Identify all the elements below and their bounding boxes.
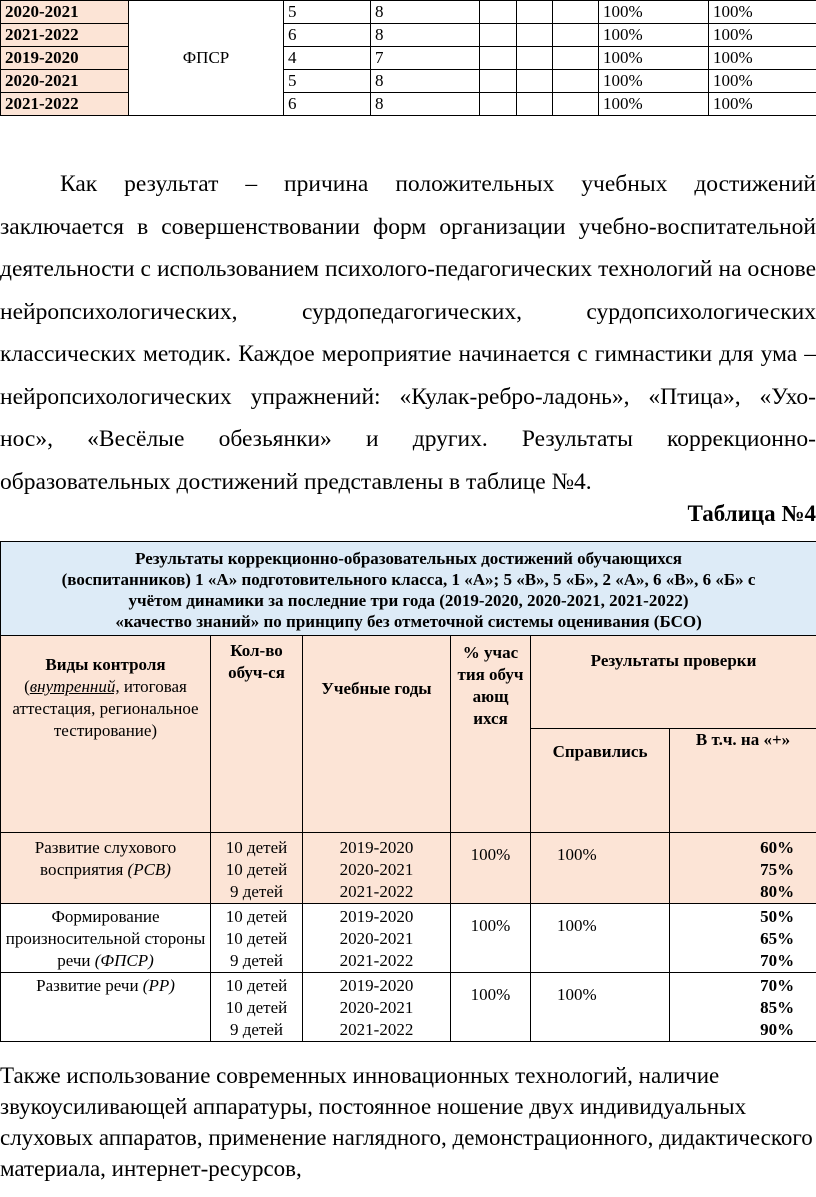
control-abbr: (РР) xyxy=(142,976,175,995)
header-plus: В т.ч. на «+» xyxy=(670,729,816,833)
participation-cell: 100% xyxy=(451,973,531,1042)
empty-cell xyxy=(480,93,517,116)
control-name-text: Развитие слухового восприятия xyxy=(34,838,177,879)
value-cell: 8 xyxy=(371,93,480,116)
year-value: 2020-2021 xyxy=(339,860,414,879)
paragraph-results: Как результат – причина положительных учебных достижений заключается в совершенствовании форм организации учебно-воспитательной деятельности с использованием психолого-педагогических технологий на основе нейропсихологических, сурдопедагогических, сурдопсихологических классических методик. Каждое мероприятие начинается с гимнастики для ума – нейропсихологических упражнений: «Кулак-ребро-ладонь», «Птица», «Ухо-нос», «Весёлые обезьянки» и других. Результаты коррекционно-образовательных достижений представлены в таблице №4. xyxy=(0,171,816,495)
passed-cell: 100% xyxy=(531,833,670,904)
value-cell: 8 xyxy=(371,70,480,93)
table-caption: Таблица №4 xyxy=(687,501,816,526)
count-cell: 5 xyxy=(284,70,371,93)
year-value: 2021-2022 xyxy=(339,882,414,901)
header-results: Результаты проверки xyxy=(531,636,816,729)
plus-cell xyxy=(670,833,816,904)
table-row xyxy=(1,24,816,47)
percent-cell: 100% xyxy=(709,47,816,70)
empty-cell xyxy=(553,70,599,93)
control-name xyxy=(1,973,211,1042)
year-cell: 2021-2022 xyxy=(1,93,129,116)
year-value: 2019-2020 xyxy=(339,838,414,857)
header-years: Учебные годы xyxy=(303,636,451,833)
empty-cell xyxy=(480,47,517,70)
years-cell xyxy=(303,973,451,1042)
header-control-internal: внутренний, xyxy=(29,677,120,696)
header-participation: % учас тия обуч ающ ихся xyxy=(451,636,531,833)
passed-cell: 100% xyxy=(531,904,670,973)
percent-cell: 100% xyxy=(709,1,816,24)
count-value: 10 детей xyxy=(225,860,288,879)
year-value: 2021-2022 xyxy=(339,1020,414,1039)
participation-cell: 100% xyxy=(451,833,531,904)
empty-cell xyxy=(553,1,599,24)
table-row xyxy=(1,70,816,93)
count-cell xyxy=(211,904,303,973)
count-cell xyxy=(211,833,303,904)
percent-cell: 100% xyxy=(709,24,816,47)
group-label: ФПСР xyxy=(129,1,284,116)
passed-cell: 100% xyxy=(531,973,670,1042)
control-name xyxy=(1,904,211,973)
table-row xyxy=(1,1,816,24)
count-value: 9 детей xyxy=(229,1020,284,1039)
empty-cell xyxy=(517,93,553,116)
header-control-open: ( xyxy=(24,677,30,696)
percent-cell: 100% xyxy=(709,93,816,116)
year-cell: 2021-2022 xyxy=(1,24,129,47)
header-passed: Справились xyxy=(531,729,670,833)
plus-value: 75% xyxy=(760,860,795,879)
empty-cell xyxy=(517,70,553,93)
table-row xyxy=(1,47,816,70)
paragraph-technologies: Также использование современных инновационных технологий, наличие звукоусиливающей аппаратуры, постоянное ношение двух индивидуальных слуховых аппаратов, применение наглядного, демонстрационного, дидактического материала, интернет-ресурсов, xyxy=(0,1063,813,1181)
plus-value: 50% xyxy=(760,907,795,926)
plus-cell xyxy=(670,904,816,973)
year-value: 2019-2020 xyxy=(339,907,414,926)
table-title-row xyxy=(1,542,816,636)
empty-cell xyxy=(517,24,553,47)
table-row xyxy=(1,904,816,973)
control-name-text: Развитие речи xyxy=(36,976,143,995)
title-line: учётом динамики за последние три года (2019-2020, 2020-2021, 2021-2022) xyxy=(128,590,689,610)
value-cell: 8 xyxy=(371,1,480,24)
main-results-table xyxy=(0,541,816,1042)
control-abbr: (ФПСР) xyxy=(94,951,154,970)
top-results-table xyxy=(0,0,816,116)
control-name-text: Формирование произносительной стороны речи xyxy=(5,907,206,970)
empty-cell xyxy=(553,93,599,116)
header-control-rest: итоговая аттестация, региональное тестирование) xyxy=(12,677,199,740)
empty-cell xyxy=(553,47,599,70)
plus-value: 80% xyxy=(760,882,795,901)
header-control-type xyxy=(1,636,211,833)
year-cell: 2020-2021 xyxy=(1,1,129,24)
empty-cell xyxy=(517,1,553,24)
count-value: 9 детей xyxy=(229,951,284,970)
count-value: 10 детей xyxy=(225,998,288,1017)
count-value: 10 детей xyxy=(225,838,288,857)
header-row xyxy=(1,636,816,729)
percent-cell: 100% xyxy=(599,1,709,24)
table-title xyxy=(1,542,816,636)
count-value: 10 детей xyxy=(225,929,288,948)
count-value: 9 детей xyxy=(229,882,284,901)
table-row xyxy=(1,93,816,116)
count-cell: 5 xyxy=(284,1,371,24)
percent-cell: 100% xyxy=(599,70,709,93)
count-cell: 4 xyxy=(284,47,371,70)
empty-cell xyxy=(553,24,599,47)
plus-value: 70% xyxy=(760,951,795,970)
empty-cell xyxy=(517,47,553,70)
empty-cell xyxy=(480,1,517,24)
participation-cell: 100% xyxy=(451,904,531,973)
year-cell: 2020-2021 xyxy=(1,70,129,93)
year-cell: 2019-2020 xyxy=(1,47,129,70)
empty-cell xyxy=(480,70,517,93)
value-cell: 8 xyxy=(371,24,480,47)
title-line: «качество знаний» по принципу без отметочной системы оценивания (БСО) xyxy=(115,611,702,631)
header-control-detail xyxy=(5,676,206,742)
table-row xyxy=(1,973,816,1042)
plus-value: 85% xyxy=(760,998,795,1017)
year-value: 2020-2021 xyxy=(339,998,414,1017)
header-count: Кол-во обуч-ся xyxy=(211,636,303,833)
percent-cell: 100% xyxy=(599,47,709,70)
title-line: Результаты коррекционно-образовательных достижений обучающихся xyxy=(135,548,683,568)
percent-cell: 100% xyxy=(599,93,709,116)
plus-value: 65% xyxy=(760,929,795,948)
year-value: 2021-2022 xyxy=(339,951,414,970)
years-cell xyxy=(303,833,451,904)
percent-cell: 100% xyxy=(709,70,816,93)
count-value: 10 детей xyxy=(225,976,288,995)
header-control-title: Виды контроля xyxy=(45,655,166,674)
count-value: 10 детей xyxy=(225,907,288,926)
count-cell: 6 xyxy=(284,93,371,116)
count-cell: 6 xyxy=(284,24,371,47)
empty-cell xyxy=(480,24,517,47)
plus-cell xyxy=(670,973,816,1042)
year-value: 2019-2020 xyxy=(339,976,414,995)
value-cell: 7 xyxy=(371,47,480,70)
years-cell xyxy=(303,904,451,973)
table-row xyxy=(1,833,816,904)
year-value: 2020-2021 xyxy=(339,929,414,948)
title-line: (воспитанников) 1 «А» подготовительного класса, 1 «А»; 5 «В», 5 «Б», 2 «А», 6 «В», 6 «Б» с xyxy=(61,569,756,589)
plus-value: 70% xyxy=(760,976,795,995)
control-name xyxy=(1,833,211,904)
plus-value: 60% xyxy=(760,838,795,857)
count-cell xyxy=(211,973,303,1042)
control-abbr: (РСВ) xyxy=(127,860,171,879)
plus-value: 90% xyxy=(760,1020,795,1039)
percent-cell: 100% xyxy=(599,24,709,47)
